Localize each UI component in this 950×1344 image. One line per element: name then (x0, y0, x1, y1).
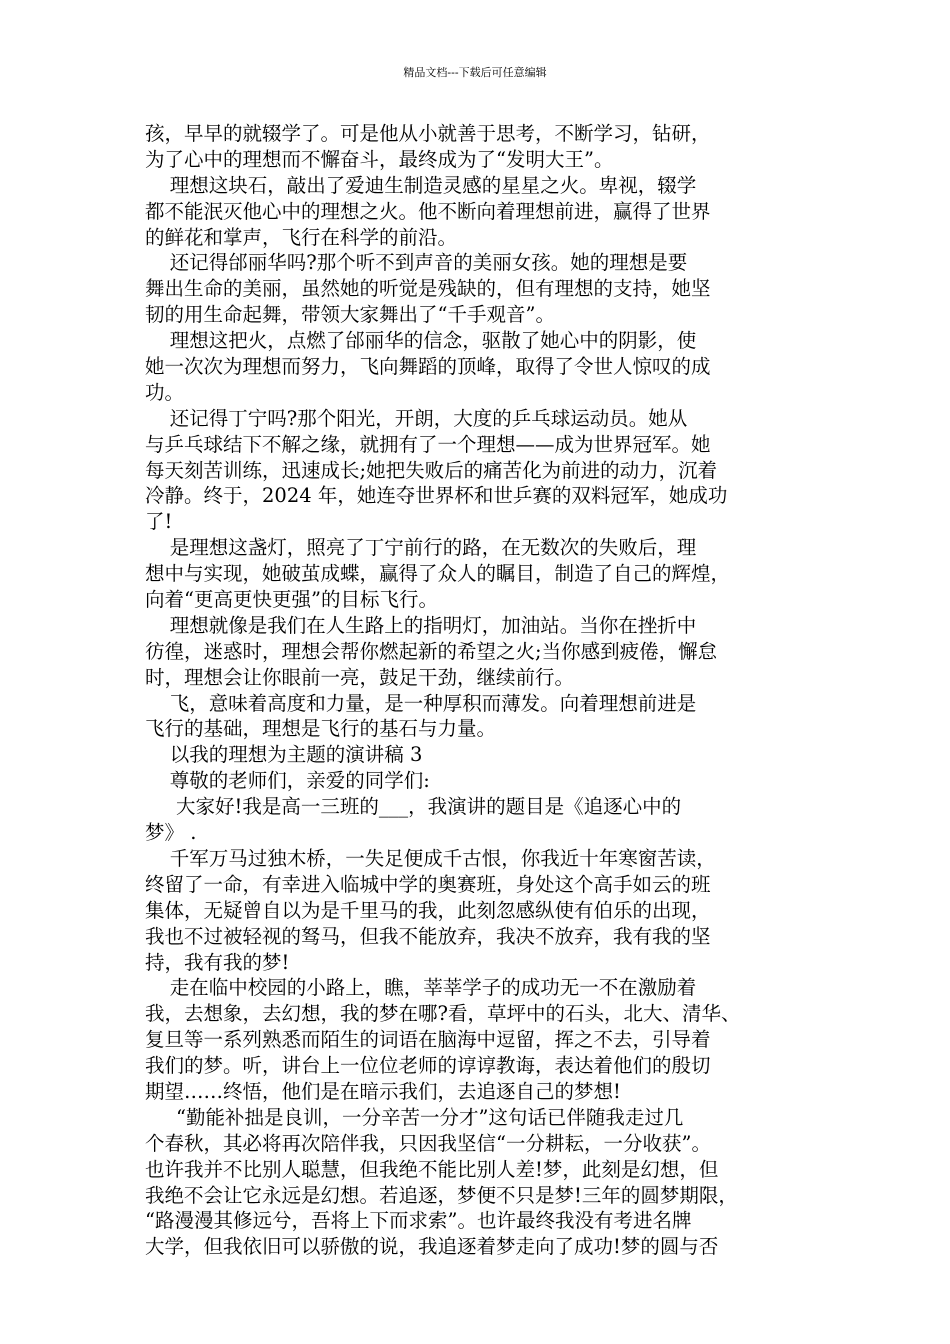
text-line: 集体，无疑曾自以为是千里马的我，此刻忽感纵使有伯乐的出现， (145, 898, 711, 922)
text-line: 以我的理想为主题的演讲稿 3 (145, 743, 423, 767)
text-line: 功。 (145, 380, 185, 404)
text-line: 大学，但我依旧可以骄傲的说，我追逐着梦走向了成功!梦的圆与否 (145, 1235, 719, 1259)
text-line: “路漫漫其修远兮，吾将上下而求索”。也许最终我没有考进名牌 (145, 1209, 692, 1233)
text-line: 尊敬的老师们，亲爱的同学们: (145, 769, 430, 793)
text-line: 走在临中校园的小路上，瞧，莘莘学子的成功无一不在激励着 (145, 976, 697, 1000)
text-line: 也许我并不比别人聪慧，但我绝不能比别人差!梦，此刻是幻想，但 (145, 1157, 719, 1181)
text-line: 时，理想会让你眼前一亮，鼓足干劲，继续前行。 (145, 665, 575, 689)
text-line: 都不能泯灭他心中的理想之火。他不断向着理想前进，赢得了世界 (145, 199, 711, 223)
page-header: 精品文档---下载后可任意编辑 (403, 66, 547, 79)
text-line: 彷徨，迷惑时，理想会帮你燃起新的希望之火;当你感到疲倦，懈怠 (145, 639, 718, 663)
text-line: 理想这块石，敲出了爱迪生制造灵感的星星之火。卑视，辍学 (145, 173, 697, 197)
text-line: 个春秋，其必将再次陪伴我，只因我坚信“一分耕耘，一分收获”。 (145, 1131, 711, 1155)
text-line: 孩，早早的就辍学了。可是他从小就善于思考，不断学习，钻研， (145, 122, 711, 145)
body-text (145, 121, 811, 1260)
text-line: 理想这把火，点燃了邰丽华的信念，驱散了她心中的阴影，使 (145, 329, 697, 353)
text-line: 舞出生命的美丽，虽然她的听觉是残缺的，但有理想的支持，她坚 (145, 277, 711, 301)
text-line: 千军万马过独木桥，一失足便成千古恨，你我近十年寒窗苦读， (145, 846, 716, 870)
text-line: 我们的梦。听，讲台上一位位老师的谆谆教诲，表达着他们的殷切 (145, 1054, 711, 1078)
text-line: 她一次次为理想而努力，飞向舞蹈的顶峰，取得了令世人惊叹的成 (145, 355, 711, 379)
text-line: 每天刻苦训练，迅速成长;她把失败后的痛苦化为前进的动力，沉着 (145, 458, 718, 482)
text-line: 飞，意味着高度和力量，是一种厚积而薄发。向着理想前进是 (145, 691, 697, 715)
text-line: 为了心中的理想而不懈奋斗，最终成为了“发明大王”。 (145, 147, 614, 171)
text-line: 还记得邰丽华吗?那个听不到声音的美丽女孩。她的理想是要 (145, 251, 688, 275)
text-line: 我，去想象，去幻想，我的梦在哪?看，草坪中的石头，北大、清华、 (145, 1002, 741, 1026)
text-line: 我绝不会让它永远是幻想。若追逐，梦便不只是梦!三年的圆梦期限， (145, 1183, 738, 1207)
text-line: 了! (145, 510, 173, 534)
text-line: 还记得丁宁吗?那个阳光，开朗，大度的乒乓球运动员。她从 (145, 406, 688, 430)
text-line: 复旦等一系列熟悉而陌生的词语在脑海中逗留，挥之不去，引导着 (145, 1028, 711, 1052)
text-line: 是理想这盏灯，照亮了丁宁前行的路，在无数次的失败后，理 (145, 536, 697, 560)
text-line: 期望……终悟，他们是在暗示我们，去追逐自己的梦想! (145, 1079, 621, 1103)
text-line: “勤能补拙是良训，一分辛苦一分才”这句话已伴随我走过几 (145, 1105, 684, 1129)
text-line: 飞行的基础，理想是飞行的基石与力量。 (145, 717, 497, 741)
text-line: 持，我有我的梦! (145, 950, 290, 974)
text-line: 向着“更高更快更强”的目标飞行。 (145, 588, 438, 612)
text-line: 终留了一命，有幸进入临城中学的奥赛班，身处这个高手如云的班 (145, 872, 711, 896)
text-line: 理想就像是我们在人生路上的指明灯，加油站。当你在挫折中 (145, 613, 697, 637)
text-line: 冷静。终于，2024 年，她连夺世界杯和世乒赛的双料冠军，她成功 (145, 484, 728, 508)
text-line: 的鲜花和掌声，飞行在科学的前沿。 (145, 225, 458, 249)
text-line: 韧的用生命起舞，带领大家舞出了“千手观音”。 (145, 303, 555, 327)
text-line: 与乒乓球结下不解之缘，就拥有了一个理想——成为世界冠军。她 (145, 432, 711, 456)
text-line: 我也不过被轻视的驽马，但我不能放弃，我决不放弃，我有我的坚 (145, 924, 711, 948)
text-line: 梦》 . (145, 821, 197, 845)
text-line: 大家好!我是高一三班的___，我演讲的题目是《追逐心中的 (145, 795, 682, 819)
text-line: 想中与实现，她破茧成蝶，赢得了众人的瞩目，制造了自己的辉煌， (145, 562, 731, 586)
